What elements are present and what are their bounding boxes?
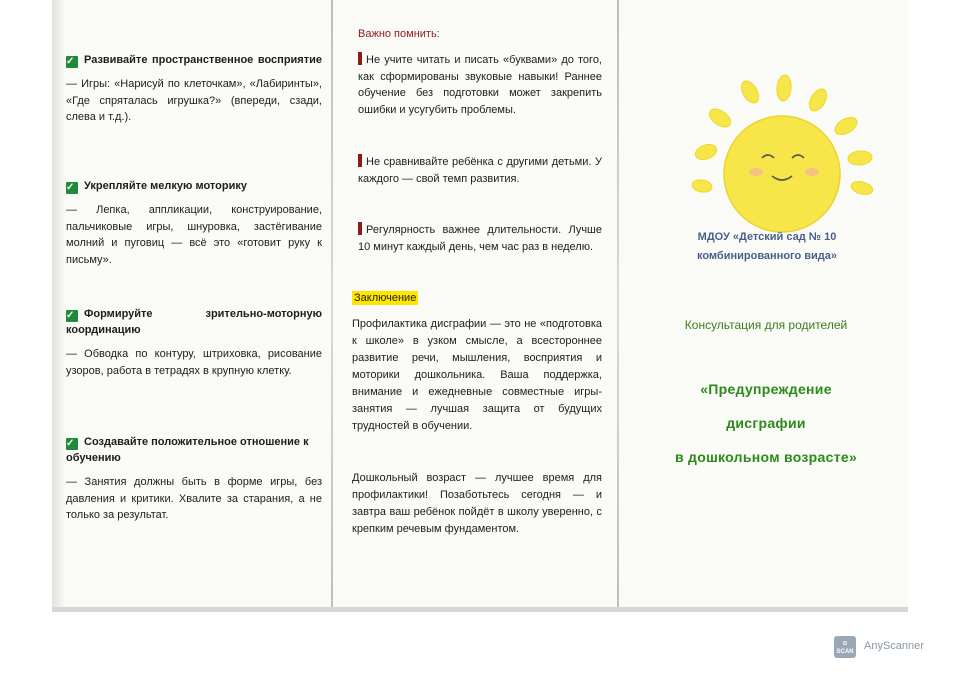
fold-line-1 xyxy=(331,0,333,612)
checkmark-icon: ✓ xyxy=(66,310,78,322)
checkmark-icon: ✓ xyxy=(66,56,78,68)
tip-heading-text: Создавайте положительное отношение к обучению xyxy=(66,436,309,464)
note-item xyxy=(358,154,602,187)
tip-text: — Обводка по контуру, штриховка, рисование узоров, работа в тетрадях в крупную клетку. xyxy=(66,348,322,377)
tip-text: — Лепка, аппликации, конструирование, пальчиковые игры, шнуровка, застёгивание молний и пуговиц — всё это «готовит руку к письму». xyxy=(66,204,322,266)
tip-heading xyxy=(66,52,322,68)
scan-icon-label: SCAN xyxy=(836,649,854,655)
tip-heading-text: Формируйте зрительно-моторную координацию xyxy=(66,308,322,336)
scanner-watermark xyxy=(834,636,944,658)
consultation-label: Консультация для родителей xyxy=(684,318,848,332)
note-text: Регулярность важнее длительности. Лучше 10 минут каждый день, чем час раз в неделю. xyxy=(358,224,602,253)
tip-heading-text: Развивайте пространственное восприятие xyxy=(84,54,322,66)
cover-panel xyxy=(624,0,908,612)
tip-heading xyxy=(66,306,322,338)
tip-section-coordination xyxy=(66,306,322,379)
note-text: Не сравнивайте ребёнка с другими детьми. У каждого — свой темп развития. xyxy=(358,156,602,185)
brochure-title xyxy=(624,372,908,474)
tip-text: — Занятия должны быть в форме игры, без давления и критики. Хвалите за старания, а не только за результат. xyxy=(66,476,322,521)
tip-heading xyxy=(66,434,322,466)
organization-name: МДОУ «Детский сад № 10 комбинированного вида» xyxy=(696,231,838,262)
note-text: Не учите читать и писать «буквами» до того, как сформированы звуковые навыки! Раннее обучение без подготовки может закрепить ошибки и усугубить проблемы. xyxy=(358,54,602,116)
tip-text: — Игры: «Нарисуй по клеточкам», «Лабиринты», «Где спряталась игрушка?» (впереди, сзади, слева и т.д.). xyxy=(66,78,322,123)
tip-section-attitude xyxy=(66,434,322,524)
note-marker-icon xyxy=(358,154,362,167)
sun-illustration xyxy=(650,70,890,240)
closing-text: Дошкольный возраст — лучшее время для профилактики! Позаботьтесь сегодня — и завтра ваш ребёнок пойдёт в школу уверенно, с крепким речевым фундаментом. xyxy=(352,472,602,535)
tip-heading-text: Укрепляйте мелкую моторику xyxy=(84,180,247,192)
middle-panel xyxy=(344,0,606,612)
tip-section-motor xyxy=(66,178,322,268)
title-line: в дошкольном возрасте» xyxy=(674,449,858,465)
note-item xyxy=(358,222,602,255)
checkmark-icon: ✓ xyxy=(66,182,78,194)
title-line: дисграфии xyxy=(726,415,806,431)
tip-section-spatial xyxy=(66,52,322,126)
left-panel xyxy=(66,0,328,612)
title-line: «Предупреждение xyxy=(700,381,832,397)
note-item xyxy=(358,52,602,118)
conclusion-title: Заключение xyxy=(354,292,417,304)
watermark-text: AnyScanner xyxy=(864,640,924,652)
checkmark-icon: ✓ xyxy=(66,438,78,450)
scan-app-icon: ⊙ SCAN xyxy=(834,636,856,658)
fold-line-2 xyxy=(617,0,619,612)
tip-heading xyxy=(66,178,322,194)
note-marker-icon xyxy=(358,52,362,65)
conclusion-text: Профилактика дисграфии — это не «подготовка к школе» в узком смысле, а всестороннее развитие речи, мышления, восприятия и моторики дошкольника. Ваша поддержка, внимание и ежедневные совместные игры-занятия — лучшая защита от будущих трудностей в обучении. xyxy=(352,318,602,432)
sheet-shadow xyxy=(52,0,66,612)
note-marker-icon xyxy=(358,222,362,235)
remember-title: Важно помнить: xyxy=(358,28,440,40)
